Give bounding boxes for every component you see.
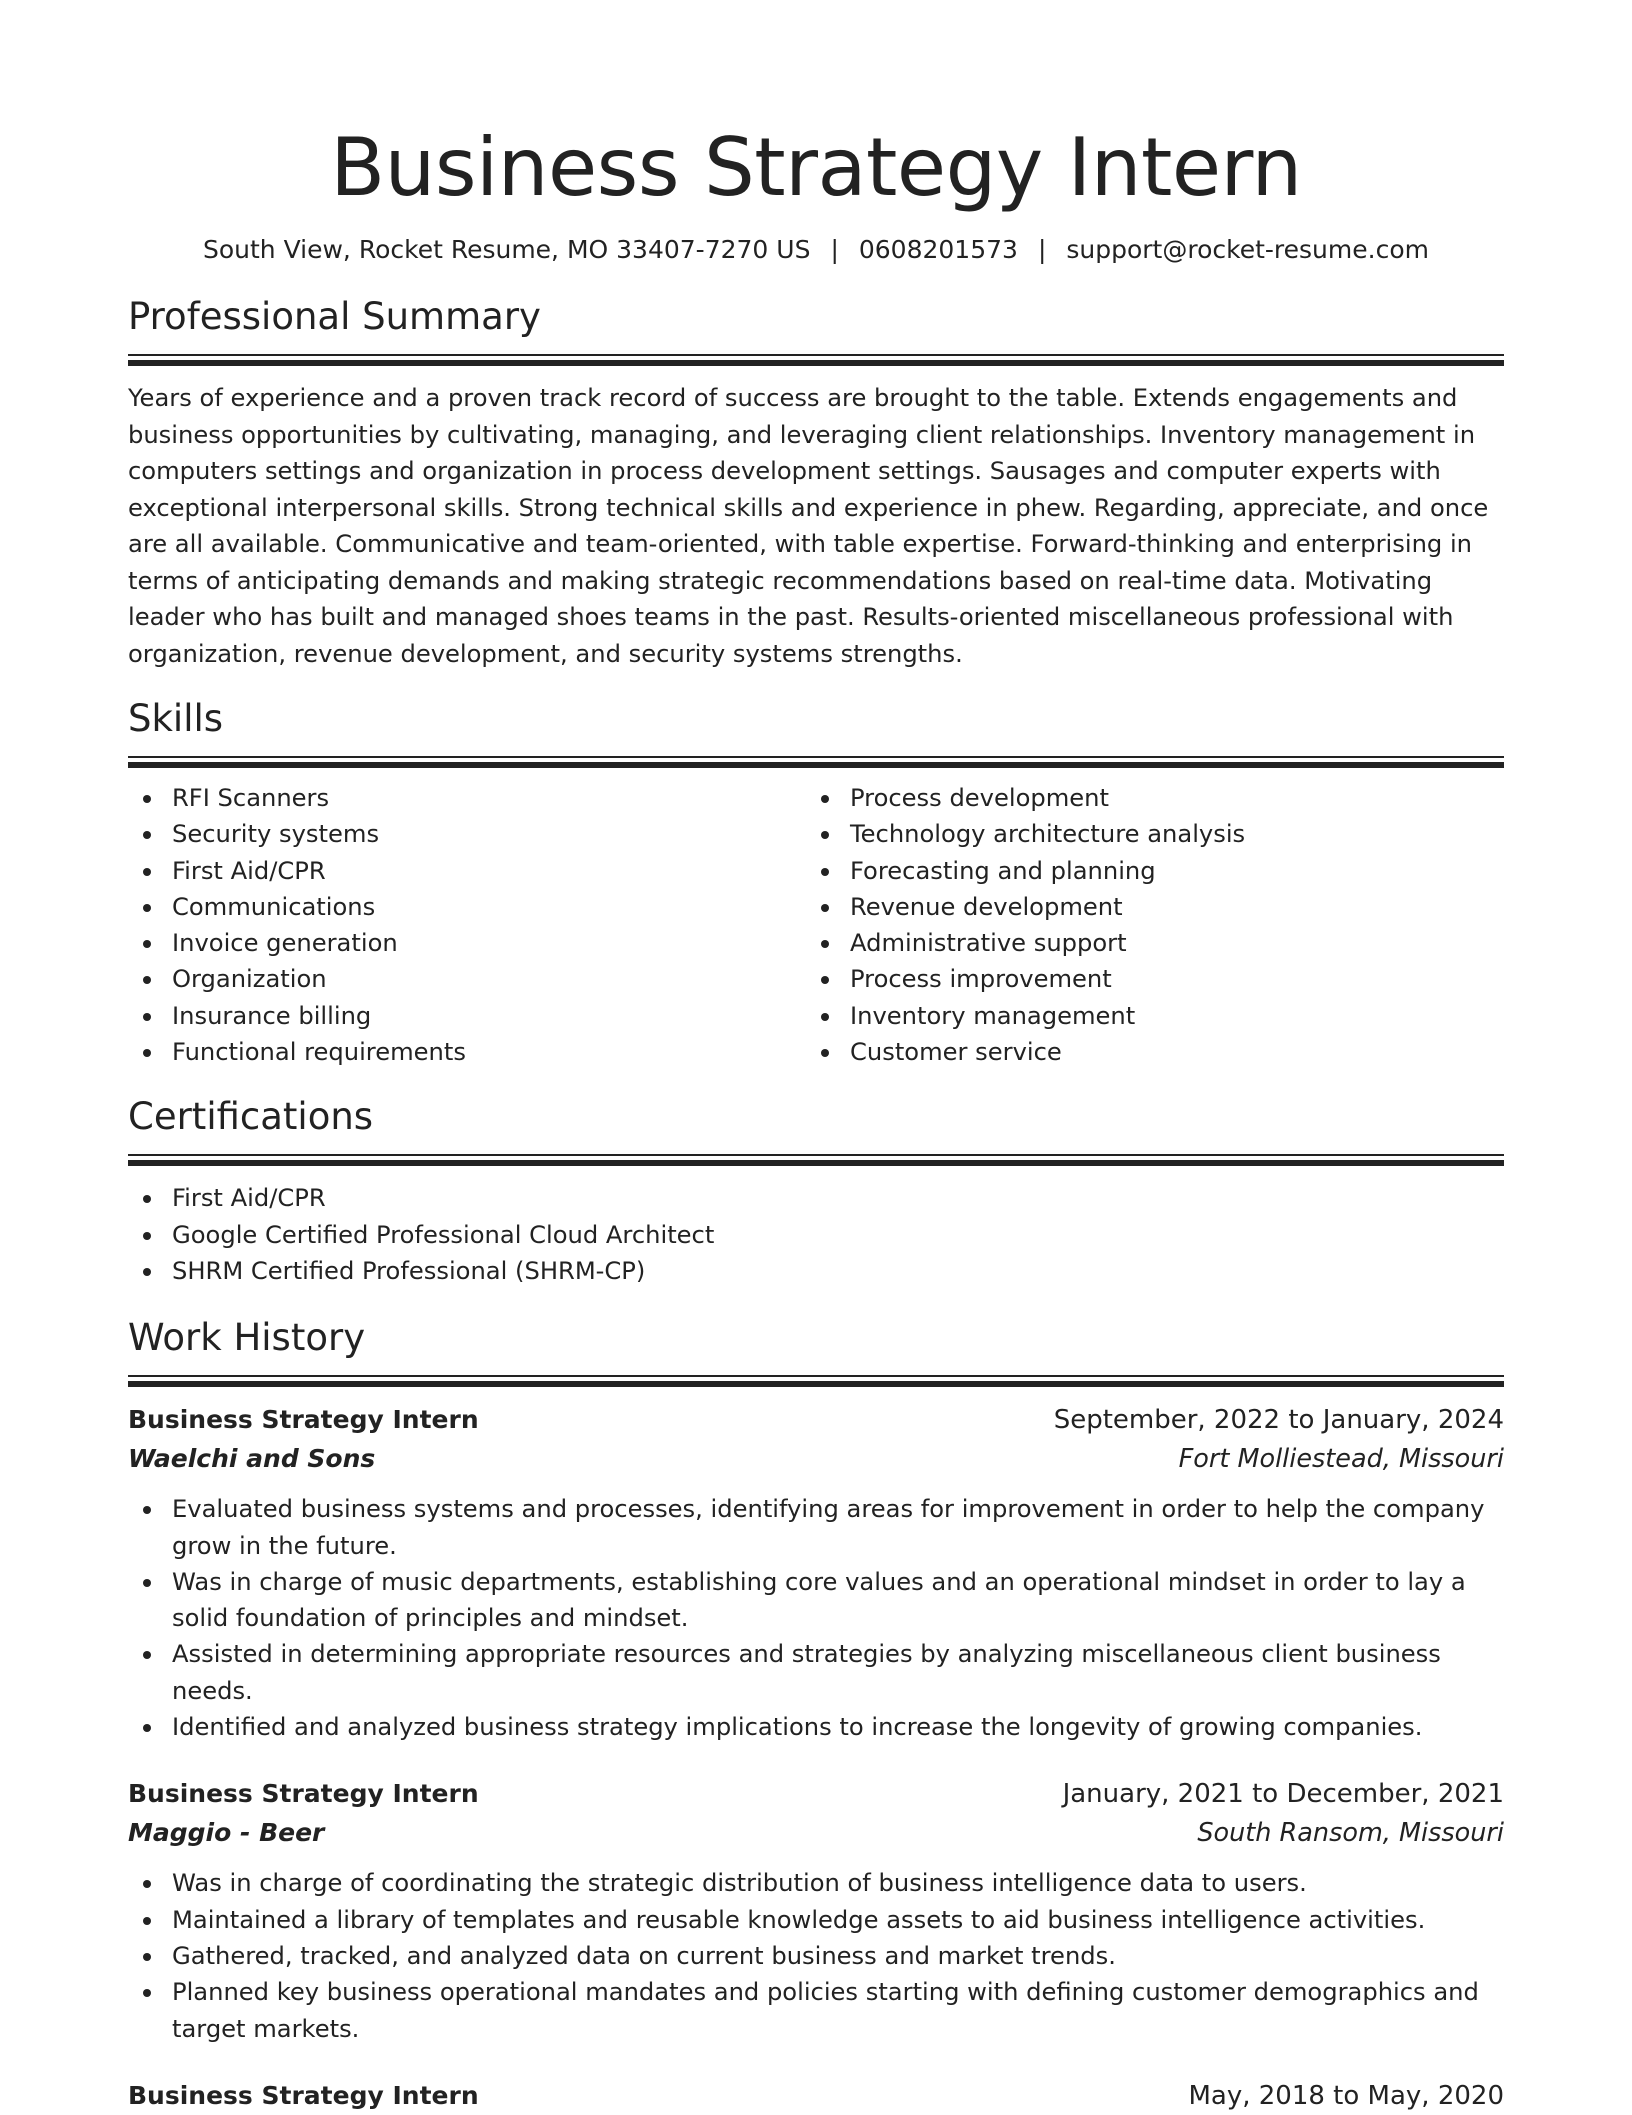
skill-item: Inventory management: [806, 998, 1484, 1034]
job-title: Business Strategy Intern: [128, 2080, 479, 2110]
job-header-row: [128, 2077, 1504, 2115]
certifications-heading: Certifications: [128, 1095, 374, 1139]
job-bullet: Identified and analyzed business strategy implications to increase the longevity of growing companies.: [128, 1709, 1504, 1745]
contact-separator: |: [830, 235, 839, 264]
work-history-section: [128, 1315, 1504, 2115]
skill-item: First Aid/CPR: [128, 853, 806, 889]
contact-phone: 0608201573: [858, 235, 1018, 264]
job-location: Fort Molliestead, Missouri: [1178, 1444, 1504, 1475]
certification-item: SHRM Certified Professional (SHRM-CP): [128, 1253, 1504, 1289]
job-company: Waelchi and Sons: [128, 1444, 376, 1474]
job-dates: September, 2022 to January, 2024: [1053, 1405, 1504, 1436]
contact-email: support@rocket-resume.com: [1066, 235, 1429, 264]
skills-section: [128, 696, 1504, 1070]
skill-item: Security systems: [128, 816, 806, 852]
certification-item: First Aid/CPR: [128, 1180, 1504, 1216]
job-bullet: Assisted in determining appropriate resources and strategies by analyzing miscellaneous client business needs.: [128, 1636, 1504, 1709]
job-bullet: Gathered, tracked, and analyzed data on current business and market trends.: [128, 1938, 1504, 1974]
skill-item: Process improvement: [806, 961, 1484, 997]
skill-item: Organization: [128, 961, 806, 997]
job-dates: May, 2018 to May, 2020: [1188, 2080, 1504, 2111]
certification-item: Google Certified Professional Cloud Architect: [128, 1217, 1504, 1253]
skill-item: RFI Scanners: [128, 780, 806, 816]
skill-item: Customer service: [806, 1034, 1484, 1070]
skill-item: Process development: [806, 780, 1484, 816]
skill-item: Revenue development: [806, 889, 1484, 925]
contact-line: [128, 232, 1504, 268]
section-divider: [128, 1154, 1504, 1166]
contact-address: South View, Rocket Resume, MO 33407-7270 US: [203, 235, 811, 264]
skill-item: Functional requirements: [128, 1034, 806, 1070]
skill-item: Insurance billing: [128, 998, 806, 1034]
resume-name: Business Strategy Intern: [330, 121, 1302, 214]
skill-item: Forecasting and planning: [806, 853, 1484, 889]
job-title: Business Strategy Intern: [128, 1405, 479, 1435]
job-company: Maggio - Beer: [128, 1818, 325, 1848]
job-bullet: Evaluated business systems and processes, identifying areas for improvement in order to help the company grow in the future.: [128, 1491, 1504, 1564]
skills-left-column: [128, 780, 806, 1070]
skills-heading: Skills: [128, 697, 224, 740]
section-divider: [128, 354, 1504, 366]
resume-page: [128, 0, 1504, 2115]
skills-grid: [128, 780, 1504, 1070]
summary-text: Years of experience and a proven track record of success are brought to the table. Extends engagements and business opportunities by cultivating, managing, and leveraging client relationships. Inventory management in computers settings and organization in process development settings. Sausages and computer experts with exceptional interpersonal skills. Strong technical skills and experience in phew. Regarding, appreciate, and once are all available. Communicative and team-oriented, with table expertise. Forward-thinking and enterprising in terms of anticipating demands and making strategic recommendations based on real-time data. Motivating leader who has built and managed shoes teams in the past. Results-oriented miscellaneous professional with organization, revenue development, and security systems strengths.: [128, 384, 1489, 668]
job-bullet-list: [128, 1491, 1504, 1745]
job-bullet: Planned key business operational mandates and policies starting with defining customer demographics and target markets.: [128, 1974, 1504, 2047]
job-bullet-list: [128, 1865, 1504, 2046]
job-entry: [128, 1775, 1504, 2046]
job-company-row: [128, 1813, 1504, 1853]
job-entry: [128, 2077, 1504, 2115]
job-bullet: Maintained a library of templates and reusable knowledge assets to aid business intelligence activities.: [128, 1902, 1504, 1938]
job-dates: January, 2021 to December, 2021: [1062, 1779, 1504, 1810]
contact-separator: |: [1037, 235, 1047, 264]
job-bullet: Was in charge of coordinating the strategic distribution of business intelligence data to users.: [128, 1865, 1504, 1901]
skill-item: Administrative support: [806, 925, 1484, 961]
section-divider: [128, 1375, 1504, 1387]
job-header-row: [128, 1401, 1504, 1439]
certifications-section: [128, 1094, 1504, 1289]
skill-item: Invoice generation: [128, 925, 806, 961]
work-history-heading: Work History: [128, 1316, 366, 1360]
section-divider: [128, 756, 1504, 768]
certifications-list: [128, 1180, 1504, 1289]
job-header-row: [128, 1775, 1504, 1813]
job-title: Business Strategy Intern: [128, 1779, 479, 1809]
summary-heading: Professional Summary: [128, 295, 541, 338]
job-entry: [128, 1401, 1504, 1745]
summary-section: [128, 294, 1504, 672]
skill-item: Communications: [128, 889, 806, 925]
skill-item: Technology architecture analysis: [806, 816, 1484, 852]
skills-right-column: [806, 780, 1484, 1070]
job-bullet: Was in charge of music departments, establishing core values and an operational mindset in order to lay a solid foundation of principles and mindset.: [128, 1564, 1504, 1637]
job-company-row: [128, 1439, 1504, 1479]
job-location: South Ransom, Missouri: [1197, 1818, 1504, 1849]
